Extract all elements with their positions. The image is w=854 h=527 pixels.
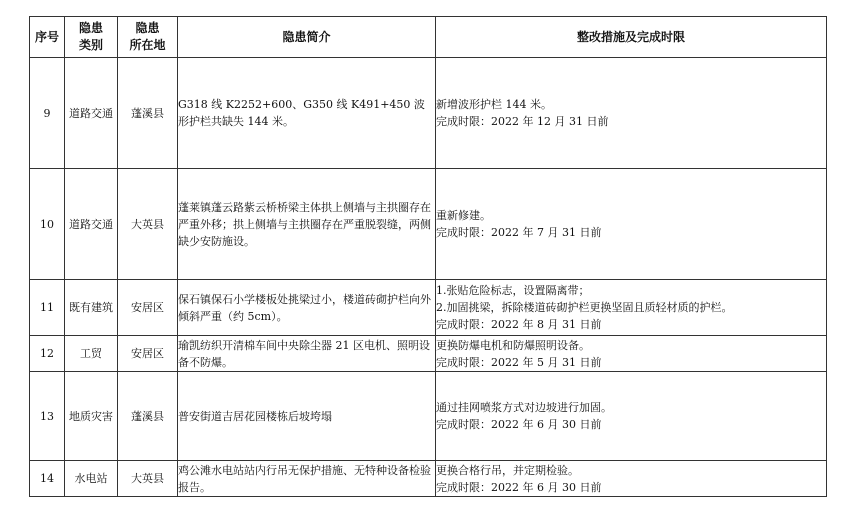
cell-summary: G318 线 K2252+600、G350 线 K491+450 波形护栏共缺失 144 米。 xyxy=(178,58,436,169)
header-location-line1: 隐患 xyxy=(135,21,160,35)
cell-location: 蓬溪县 xyxy=(118,58,178,169)
cell-measures xyxy=(436,372,827,461)
cell-category: 道路交通 xyxy=(65,169,118,280)
table-row xyxy=(30,336,827,372)
measure-line: 通过挂网喷浆方式对边坡进行加固。 xyxy=(436,401,612,414)
table-row xyxy=(30,280,827,336)
cell-no: 10 xyxy=(30,169,65,280)
table-row xyxy=(30,461,827,497)
cell-no: 12 xyxy=(30,336,65,372)
cell-summary: 鸡公滩水电站站内行吊无保护措施、无特种设备检验报告。 xyxy=(178,461,436,497)
cell-measures xyxy=(436,336,827,372)
measure-deadline: 完成时限：2022 年 8 月 31 日前 xyxy=(436,318,602,331)
header-summary: 隐患简介 xyxy=(178,17,436,58)
measure-deadline: 完成时限：2022 年 5 月 31 日前 xyxy=(436,355,602,369)
cell-summary: 瑜凯纺织开清棉车间中央除尘器 21 区电机、照明设备不防爆。 xyxy=(178,336,436,372)
measure-line: 2.加固挑梁，拆除楼道砖砌护栏更换坚固且质轻材质的护栏。 xyxy=(436,301,733,314)
cell-location: 大英县 xyxy=(118,169,178,280)
cell-summary: 普安街道吉居花园楼栋后坡垮塌 xyxy=(178,372,436,461)
cell-no: 11 xyxy=(30,280,65,336)
cell-measures xyxy=(436,169,827,280)
cell-summary: 保石镇保石小学楼板处挑梁过小，楼道砖砌护栏向外倾斜严重（约 5cm）。 xyxy=(178,280,436,336)
measure-line: 1.张贴危险标志，设置隔离带； xyxy=(436,284,590,297)
measure-deadline: 完成时限：2022 年 7 月 31 日前 xyxy=(436,226,602,239)
cell-category: 既有建筑 xyxy=(65,280,118,336)
cell-no: 9 xyxy=(30,58,65,169)
measure-deadline: 完成时限：2022 年 6 月 30 日前 xyxy=(436,480,602,494)
cell-measures xyxy=(436,280,827,336)
table-row xyxy=(30,372,827,461)
header-location xyxy=(118,17,178,58)
cell-location: 大英县 xyxy=(118,461,178,497)
header-category-line1: 隐患 xyxy=(78,21,103,35)
cell-location: 安居区 xyxy=(118,280,178,336)
measure-line: 更换合格行吊，并定期检验。 xyxy=(436,463,579,477)
cell-category: 水电站 xyxy=(65,461,118,497)
measure-deadline: 完成时限：2022 年 12 月 31 日前 xyxy=(436,115,609,128)
measure-deadline: 完成时限：2022 年 6 月 30 日前 xyxy=(436,418,602,431)
cell-location: 蓬溪县 xyxy=(118,372,178,461)
cell-category: 工贸 xyxy=(65,336,118,372)
header-measures: 整改措施及完成时限 xyxy=(436,17,827,58)
measure-line: 重新修建。 xyxy=(436,209,491,222)
hazard-table xyxy=(29,16,827,497)
cell-measures xyxy=(436,461,827,497)
header-no: 序号 xyxy=(30,17,65,58)
cell-location: 安居区 xyxy=(118,336,178,372)
table-row xyxy=(30,169,827,280)
table-row xyxy=(30,58,827,169)
header-category-line2: 类别 xyxy=(78,38,103,52)
measure-line: 新增波形护栏 144 米。 xyxy=(436,98,552,111)
cell-summary: 蓬莱镇蓬云路紫云桥桥梁主体拱上侧墙与主拱圈存在严重外移；拱上侧墙与主拱圈存在严重脱裂缝，两侧缺少安防施设。 xyxy=(178,169,436,280)
cell-category: 地质灾害 xyxy=(65,372,118,461)
cell-category: 道路交通 xyxy=(65,58,118,169)
cell-no: 13 xyxy=(30,372,65,461)
table-header-row xyxy=(30,17,827,58)
measure-line: 更换防爆电机和防爆照明设备。 xyxy=(436,338,590,352)
cell-measures xyxy=(436,58,827,169)
cell-no: 14 xyxy=(30,461,65,497)
header-category xyxy=(65,17,118,58)
header-location-line2: 所在地 xyxy=(129,38,166,52)
